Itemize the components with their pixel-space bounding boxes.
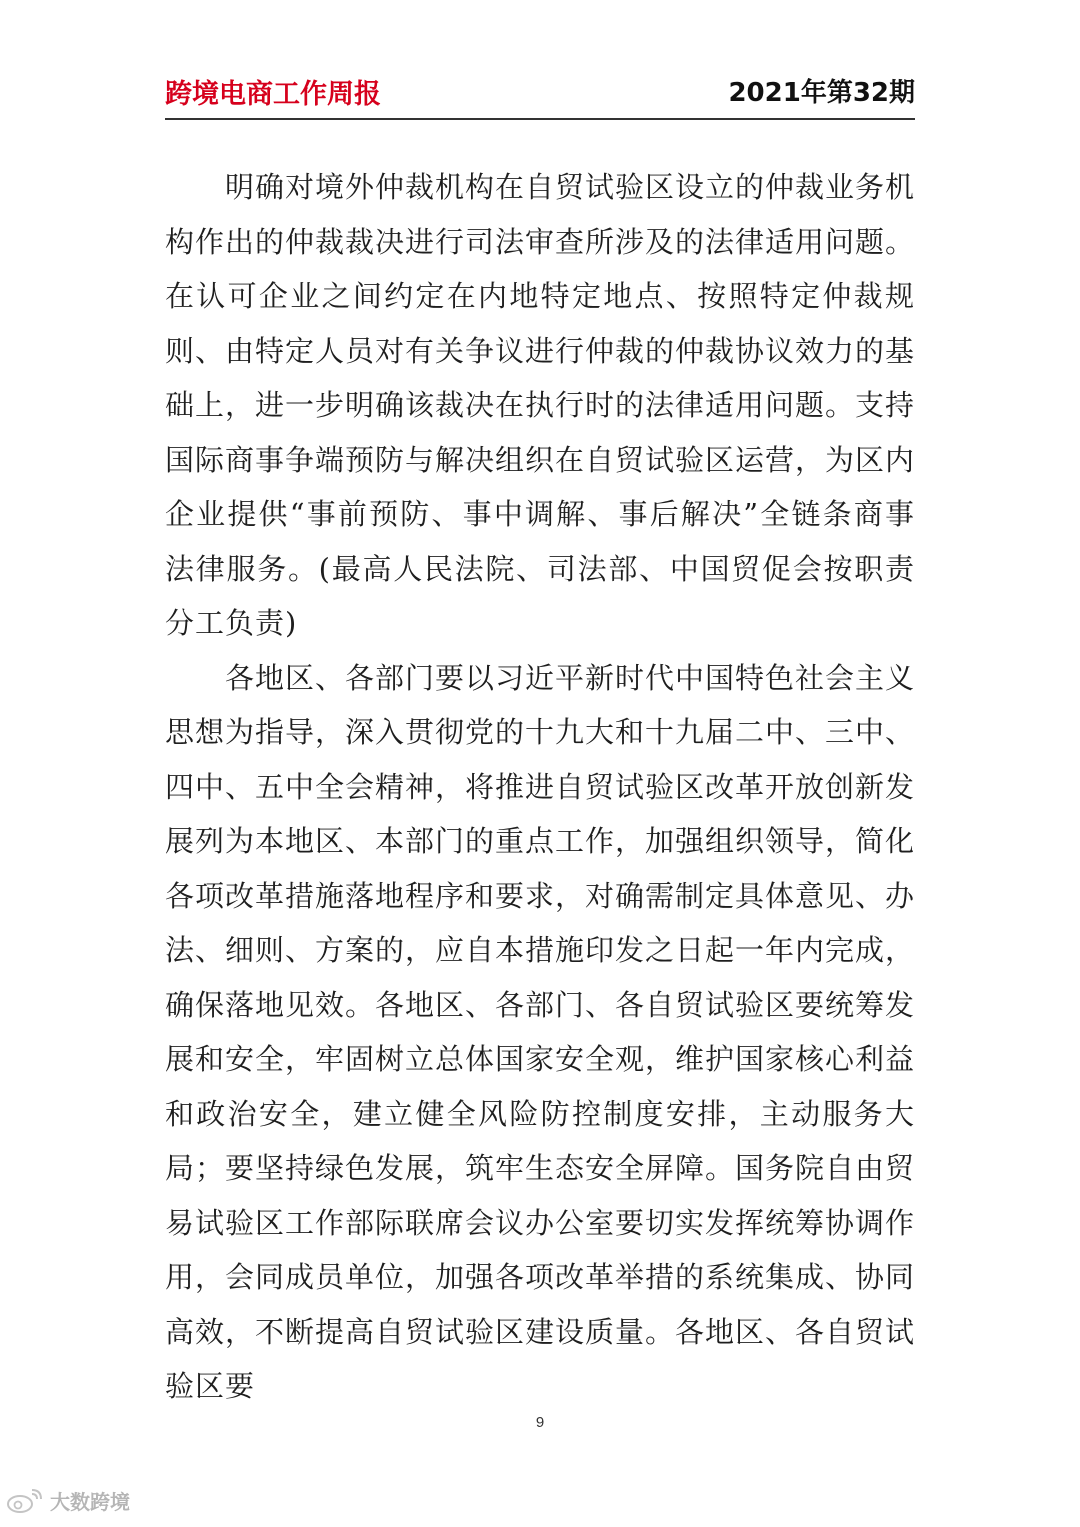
publication-title: 跨境电商工作周报	[165, 79, 381, 110]
paragraph: 各地区、各部门要以习近平新时代中国特色社会主义思想为指导，深入贯彻党的十九大和十九届二中、三中、四中、五中全会精神，将推进自贸试验区改革开放创新发展列为本地区、本部门的重点工作，加强组织领导，简化各项改革措施落地程序和要求，对确需制定具体意见、办法、细则、方案的，应自本措施印发之日起一年内完成，确保落地见效。各地区、各部门、各自贸试验区要统筹发展和安全，牢固树立总体国家安全观，维护国家核心利益和政治安全，建立健全风险防控制度安排，主动服务大局；要坚持绿色发展，筑牢生态安全屏障。国务院自由贸易试验区工作部际联席会议办公室要切实发挥统筹协调作用，会同成员单位，加强各项改革举措的系统集成、协同高效，不断提高自贸试验区建设质量。各地区、各自贸试验区要	[165, 660, 916, 1403]
document-body	[165, 160, 915, 1414]
page-header	[165, 72, 915, 116]
issue-number: 2021年第32期	[728, 78, 915, 108]
weibo-logo-icon	[6, 1488, 44, 1514]
paragraph-continued: 明确对境外仲裁机构在自贸试验区设立的仲裁业务机构作出的仲裁裁决进行司法审查所涉及的法律适用问题。在认可企业之间约定在内地特定地点、按照特定仲裁规则、由特定人员对有关争议进行仲裁的仲裁协议效力的基础上，进一步明确该裁决在执行时的法律适用问题。支持国际商事争端预防与解决组织在自贸试验区运营，为区内企业提供“事前预防、事中调解、事后解决”全链条商事法律服务。(最高人民法院、司法部、中国贸促会按职责分工负责)	[165, 170, 916, 640]
header-divider	[165, 118, 915, 120]
watermark-text: 大数跨境	[50, 1490, 130, 1514]
page-number: 9	[535, 1414, 545, 1431]
watermark	[6, 1486, 130, 1515]
